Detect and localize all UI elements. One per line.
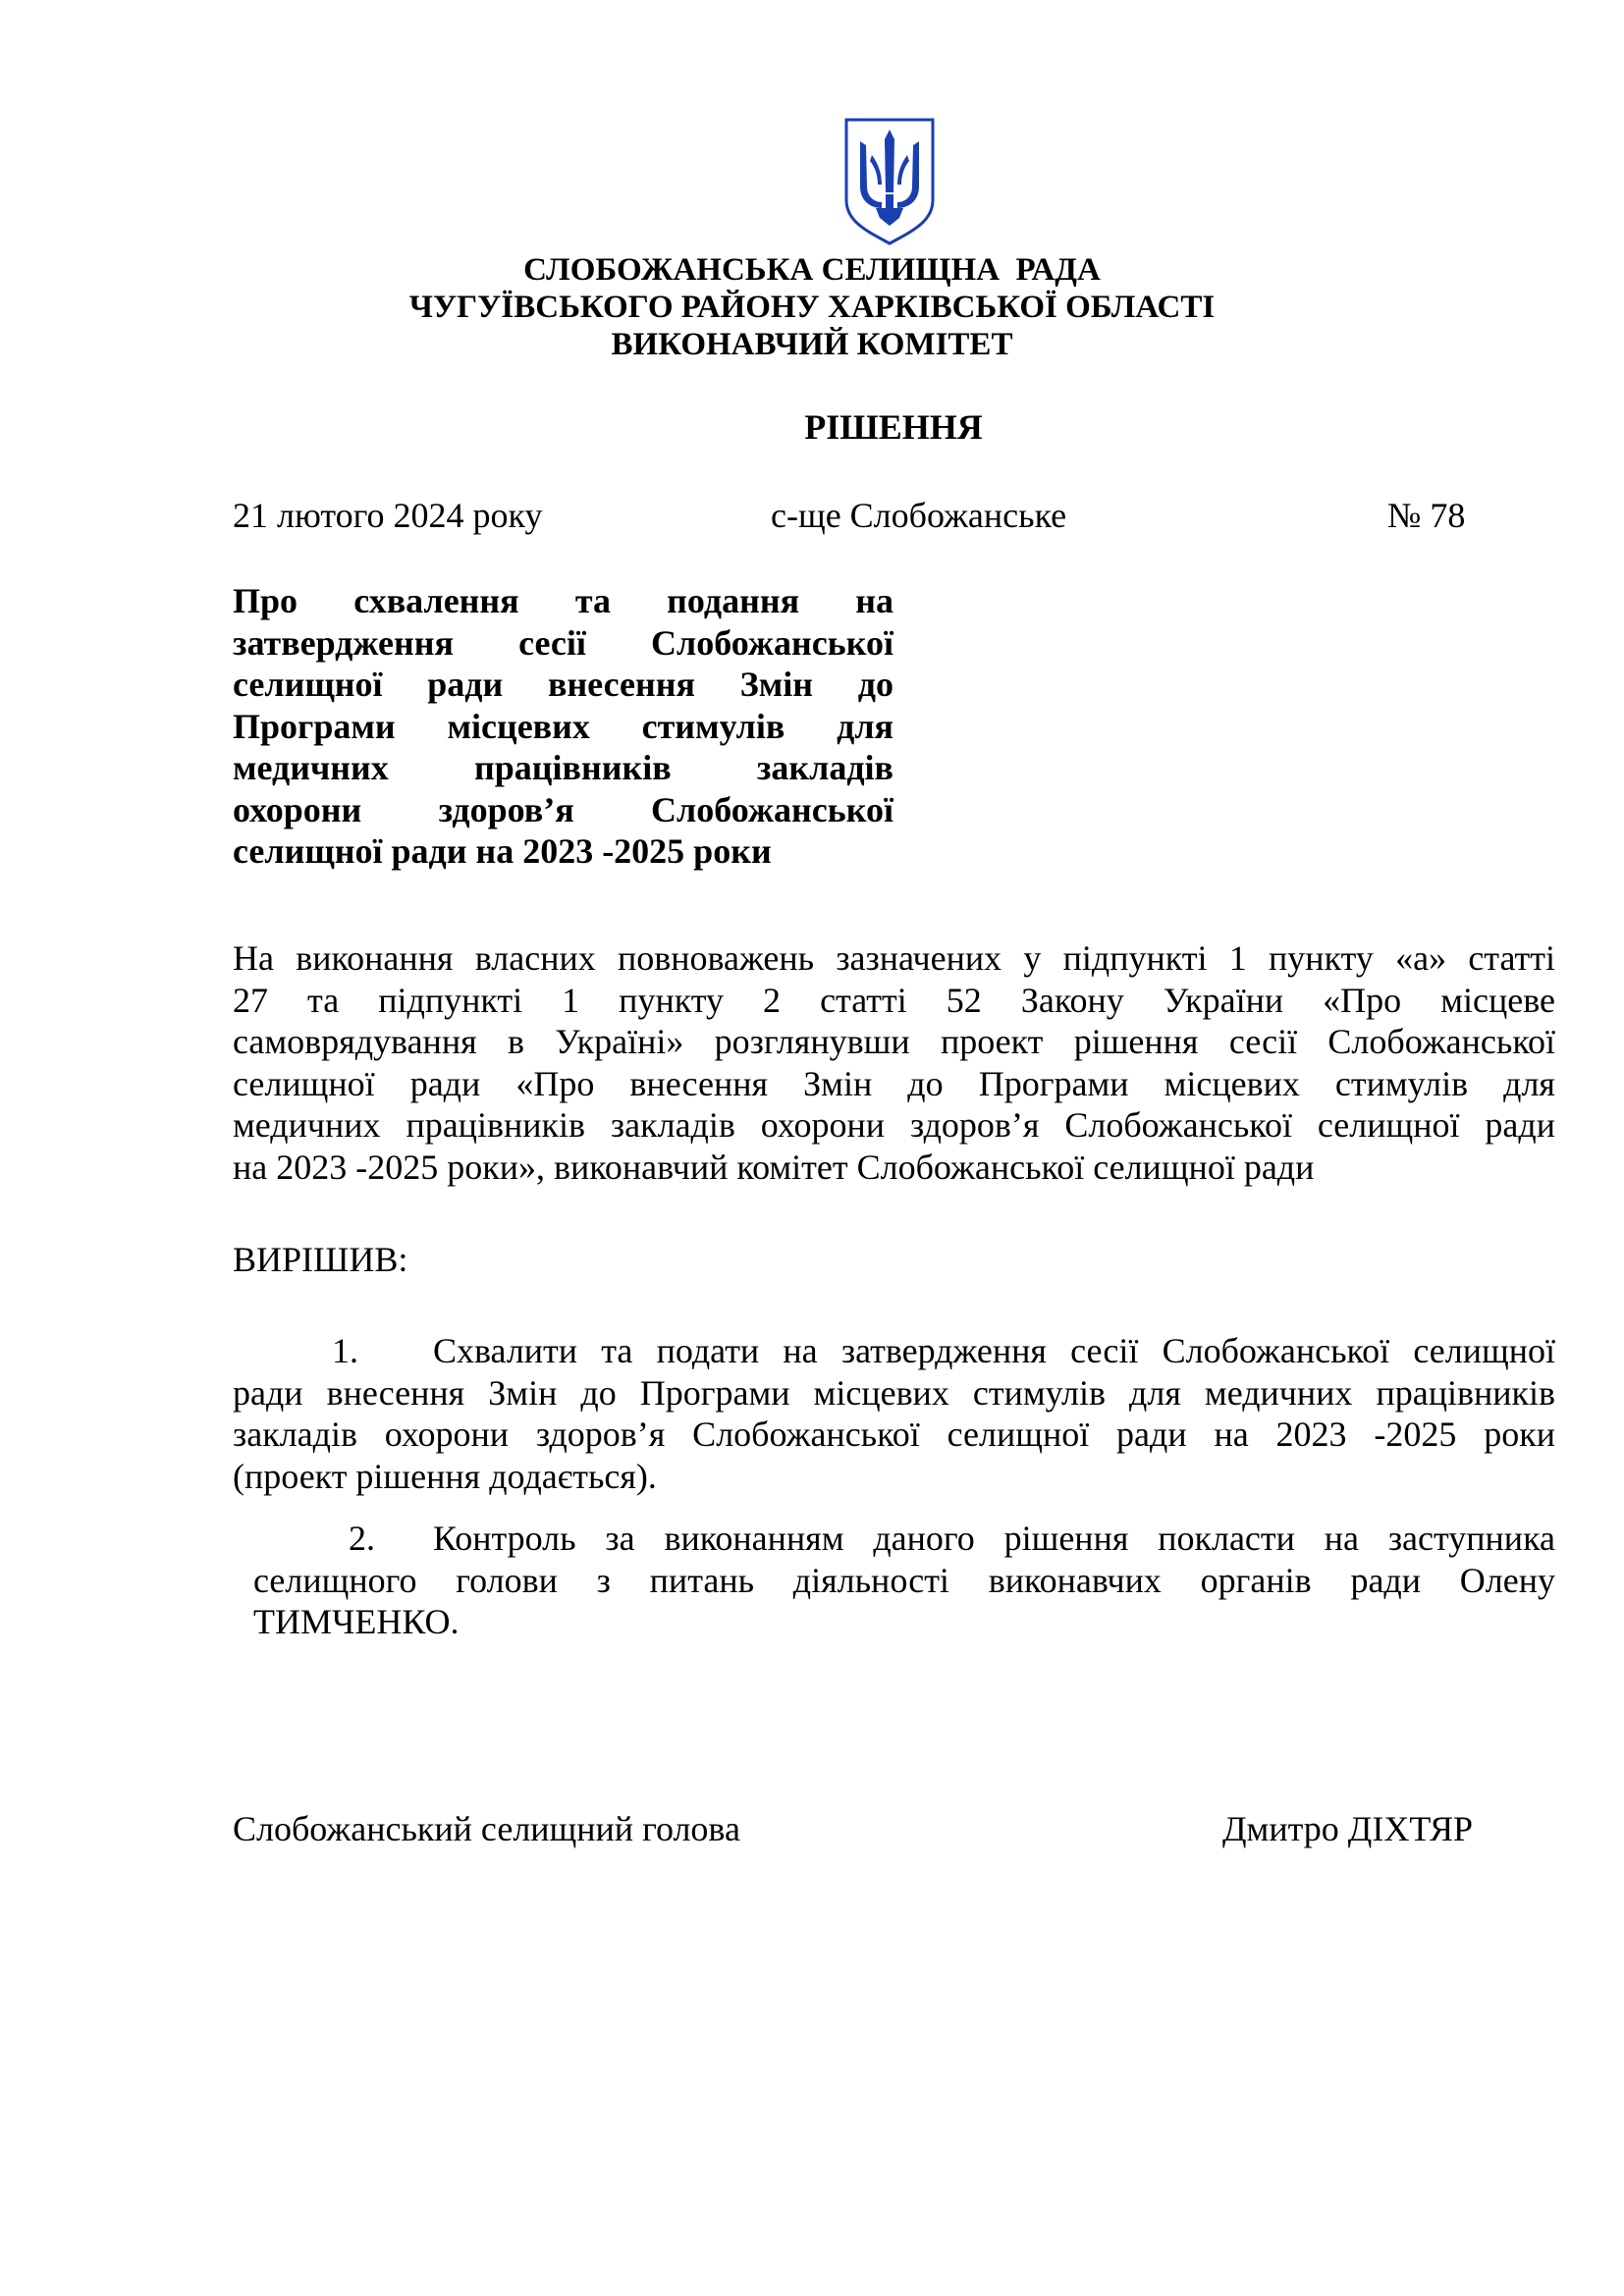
item-2-continuation — [253, 1560, 1555, 1643]
document-number: № 78 — [1387, 496, 1466, 535]
preamble-line: На виконання власних повноважень зазначених у підпункті 1 пункту «а» статті — [233, 938, 1555, 978]
signatory-position: Слобожанський селищний голова — [233, 1809, 740, 1848]
document-place: с-ще Слобожанське — [771, 496, 1067, 535]
subject-line: охорони здоров’я Слобожанської — [233, 789, 893, 829]
preamble-line: самоврядування в Україні» розглянувши проект рішення сесії Слобожанської — [233, 1022, 1555, 1061]
item-line: селищного голови з питань діяльності виконавчих органів ради Олену — [253, 1560, 1555, 1600]
item-line: (проект рішення додається). — [233, 1456, 657, 1496]
preamble-line: медичних працівників закладів охорони здоров’я Слобожанської селищної ради — [233, 1105, 1555, 1145]
subject-line: селищної ради на 2023 -2025 роки — [233, 831, 772, 871]
trident-coat-of-arms-icon — [842, 116, 937, 247]
preamble-paragraph — [233, 937, 1555, 1188]
document-title: РІШЕННЯ — [804, 407, 983, 447]
item-line: закладів охорони здоров’я Слобожанської селищної ради на 2023 -2025 роки — [233, 1415, 1555, 1454]
item-line: Схвалити та подати на затвердження сесії Слобожанської селищної — [433, 1331, 1555, 1370]
item-number: 1. — [332, 1331, 358, 1370]
organization-header — [0, 251, 1624, 363]
item-2-first-line — [433, 1518, 1555, 1560]
decision-subject — [233, 580, 893, 873]
signatory-name: Дмитро ДІХТЯР — [1222, 1809, 1473, 1848]
resolved-heading: ВИРІШИВ: — [233, 1240, 408, 1279]
preamble-line: 27 та підпункті 1 пункту 2 статті 52 Закону України «Про місцеве — [233, 980, 1555, 1020]
subject-line: Про схвалення та подання на — [233, 581, 893, 620]
item-line: Контроль за виконанням даного рішення покласти на заступника — [433, 1519, 1555, 1558]
subject-line: медичних працівників закладів — [233, 748, 893, 787]
subject-line: Програми місцевих стимулів для — [233, 706, 893, 746]
item-1-first-line — [433, 1330, 1555, 1372]
header-line-2: ЧУГУЇВСЬКОГО РАЙОНУ ХАРКІВСЬКОЇ ОБЛАСТІ — [408, 290, 1216, 325]
header-line-1: СЛОБОЖАНСЬКА СЕЛИЩНА РАДА — [523, 252, 1101, 288]
item-1-continuation — [233, 1372, 1555, 1498]
subject-line: селищної ради внесення Змін до — [233, 665, 893, 704]
item-number: 2. — [349, 1519, 375, 1558]
document-date: 21 лютого 2024 року — [233, 496, 543, 535]
item-line: ТИМЧЕНКО. — [253, 1602, 460, 1641]
subject-line: затвердження сесії Слобожанської — [233, 622, 893, 663]
header-line-3: ВИКОНАВЧИЙ КОМІТЕТ — [611, 327, 1013, 362]
item-line: ради внесення Змін до Програми місцевих стимулів для медичних працівників — [233, 1372, 1555, 1413]
preamble-line: на 2023 -2025 роки», виконавчий комітет Слобожанської селищної ради — [233, 1147, 1315, 1187]
preamble-line: селищної ради «Про внесення Змін до Програми місцевих стимулів для — [233, 1063, 1555, 1103]
